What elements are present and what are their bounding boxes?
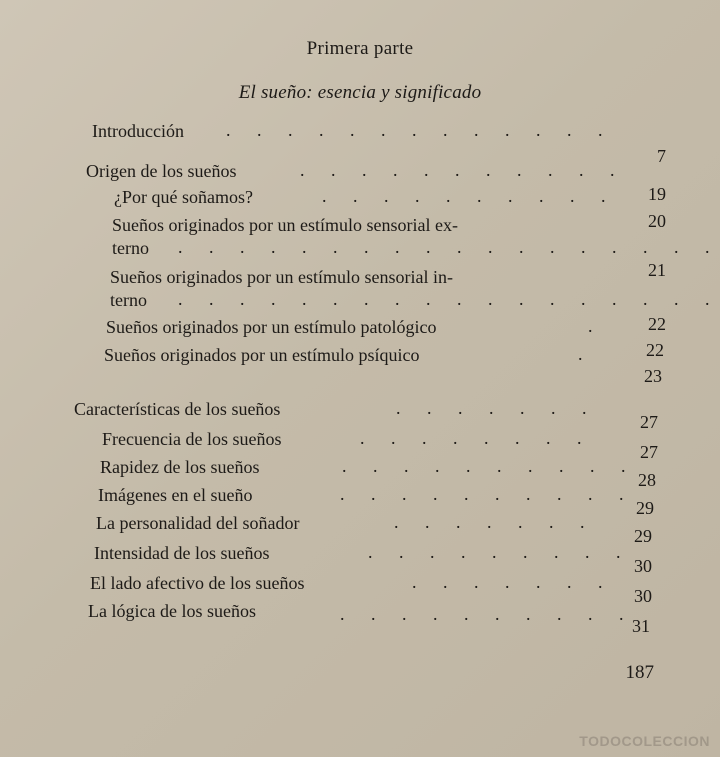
toc-leader-dots: . . . . . . . . . . (322, 186, 617, 206)
toc-leader-dots: . . . . . . . . . . (342, 456, 637, 476)
toc-page-number: 31 (632, 616, 650, 636)
toc-entry-label: Rapidez de los sueños (100, 457, 260, 477)
toc-leader-dots: . . . . . . . . . . . (300, 160, 626, 180)
toc-leader-dots: . . . . . . . . . . . . . . . . . . (178, 289, 720, 309)
toc-page-number: 27 (640, 412, 658, 432)
toc-leader-dots: . . . . . . . (394, 512, 596, 532)
toc-page-number: 22 (646, 340, 664, 360)
part-subtitle: El sueño: esencia y significado (238, 82, 482, 103)
toc-leader-dots: . . . . . . . . . . . . . . . . . . (178, 237, 720, 257)
toc-leader-dots: . (578, 344, 594, 364)
toc-entry-label: Sueños originados por un estímulo patológico (106, 317, 437, 337)
toc-page-number: 19 (648, 184, 666, 204)
toc-entry-label: Origen de los sueños (86, 161, 237, 181)
watermark: TODOCOLECCION (579, 733, 710, 749)
toc-page-number: 30 (634, 586, 652, 606)
toc-leader-dots: . (588, 316, 604, 336)
toc-entry-label: Frecuencia de los sueños (102, 429, 282, 449)
part-title: Primera parte (306, 38, 414, 59)
toc-entry-label: Sueños originados por un estímulo psíquico (104, 345, 420, 365)
toc-entry-label: Características de los sueños (74, 399, 281, 419)
toc-page-number: 30 (634, 556, 652, 576)
toc-entry-label: El lado afectivo de los sueños (90, 573, 305, 593)
toc-leader-dots: . . . . . . . . . . . . . (226, 120, 614, 140)
toc-entry-label-continued: terno (112, 238, 149, 258)
toc-leader-dots: . . . . . . . . (360, 428, 593, 448)
toc-entry-label: La personalidad del soñador (96, 513, 300, 533)
toc-entry-label-continued: terno (110, 290, 147, 310)
toc-leader-dots: . . . . . . . (396, 398, 598, 418)
page-number: 187 (625, 662, 654, 683)
toc-page-number: 21 (648, 260, 666, 280)
toc-page-number: 29 (634, 526, 652, 546)
toc-entry-label: ¿Por qué soñamos? (114, 187, 253, 207)
toc-entry-label: Sueños originados por un estímulo sensorial in- (110, 267, 453, 287)
toc-page-number: 27 (640, 442, 658, 462)
toc-entry-label: Intensidad de los sueños (94, 543, 270, 563)
toc-leader-dots: . . . . . . . . . (368, 542, 632, 562)
toc-page-number: 29 (636, 498, 654, 518)
toc-leader-dots: . . . . . . . . . . (340, 484, 635, 504)
toc-page-number: 22 (648, 314, 666, 334)
toc-page-number: 7 (657, 146, 666, 166)
toc-entry-label: Imágenes en el sueño (98, 485, 253, 505)
toc-entry-label: Introducción (92, 121, 184, 141)
toc-leader-dots: . . . . . . . . . . (340, 604, 635, 624)
toc-page-number: 23 (644, 366, 662, 386)
toc-entry-label: La lógica de los sueños (88, 601, 256, 621)
toc-page-number: 20 (648, 211, 666, 231)
toc-entry-label: Sueños originados por un estímulo sensorial ex- (112, 215, 458, 235)
toc-leader-dots: . . . . . . . (412, 572, 614, 592)
toc-page-number: 28 (638, 470, 656, 490)
